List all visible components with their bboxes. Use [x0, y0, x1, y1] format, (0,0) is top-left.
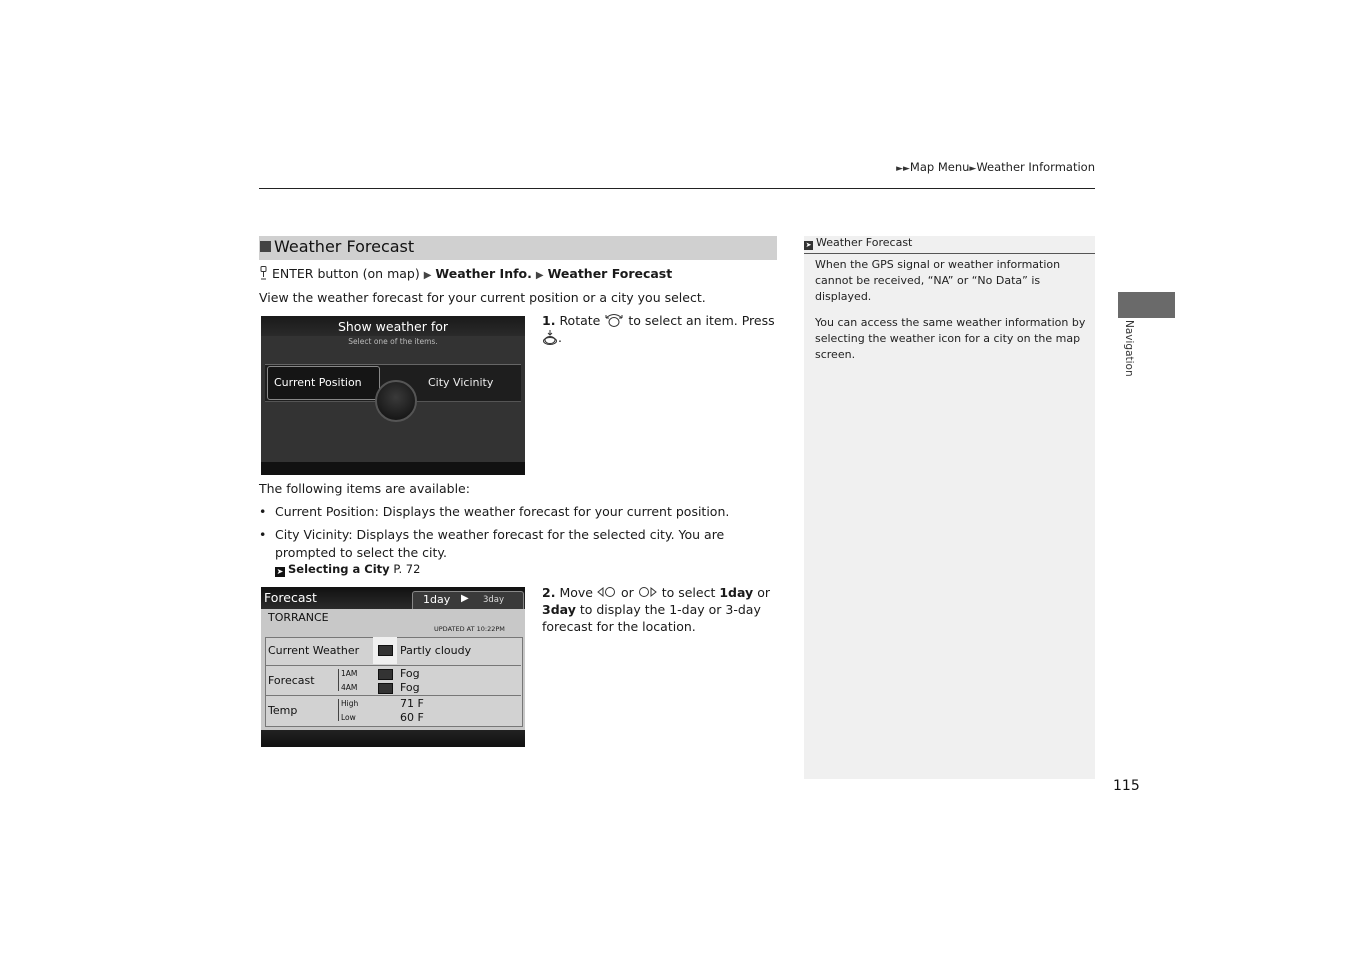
high-label: High — [341, 699, 359, 708]
chapter-tab-label: Navigation — [1123, 320, 1135, 377]
sidebar-paragraph-1: When the GPS signal or weather information cannot be received, “NA” or “No Data” is displayed. — [815, 258, 1061, 303]
list-term: Current Position — [275, 504, 375, 519]
step-text: or — [620, 585, 634, 600]
current-weather-value: Partly cloudy — [400, 644, 472, 657]
forecast-time-2: 4AM — [341, 683, 358, 692]
screen-subtitle: Select one of the items. — [348, 337, 438, 346]
screen-title: Forecast — [264, 590, 317, 605]
screenshot-show-weather-for — [261, 316, 525, 475]
reference-label[interactable]: Selecting a City — [288, 562, 390, 576]
step-text: to select an item. Press — [628, 313, 775, 328]
step-1 — [542, 312, 777, 346]
step-text: . — [558, 330, 562, 345]
forecast-value-2: Fog — [400, 681, 420, 694]
move-left-icon — [597, 586, 617, 598]
table-divider — [338, 669, 339, 691]
section-title — [260, 237, 414, 256]
available-intro: The following items are available: — [259, 481, 470, 496]
path-arrow-icon: ▶ — [535, 270, 544, 281]
menu-path — [259, 266, 672, 281]
partly-cloudy-icon — [378, 645, 393, 656]
step-term-1day: 1day — [719, 585, 754, 600]
updated-time: UPDATED AT 10:22PM — [434, 625, 505, 633]
breadcrumb-separator: ► — [969, 164, 977, 174]
interface-dial-icon — [375, 380, 417, 422]
screen-bottom-bar — [261, 730, 525, 747]
cross-reference-link[interactable] — [275, 562, 420, 577]
list-term: City Vicinity — [275, 527, 349, 542]
step-number: 2. — [542, 585, 556, 600]
tab-arrow-icon: ▶ — [461, 593, 469, 604]
step-text: or — [757, 585, 770, 600]
sidebar-heading — [804, 236, 1095, 254]
high-value: 71 F — [400, 697, 424, 710]
forecast-value-1: Fog — [400, 667, 420, 680]
header-rule — [259, 188, 1095, 189]
breadcrumb-item-map-menu[interactable]: Map Menu — [909, 160, 970, 174]
current-weather-label: Current Weather — [268, 644, 360, 657]
reference-page[interactable]: P. 72 — [393, 562, 421, 576]
table-divider — [265, 665, 521, 666]
temp-label: Temp — [268, 704, 298, 717]
path-arrow-icon: ▶ — [423, 270, 432, 281]
screen-bottom-bar — [261, 462, 525, 475]
press-dial-icon — [542, 329, 558, 345]
breadcrumb — [896, 160, 1095, 174]
step-text: to display the 1-day or 3-day forecast for the location. — [542, 602, 761, 634]
sidebar-heading-text: Weather Forecast — [816, 236, 913, 249]
breadcrumb-arrows: ►► — [896, 164, 910, 174]
list-desc: : Displays the weather forecast for your current position. — [374, 504, 730, 519]
table-divider — [265, 695, 521, 696]
step-term-3day: 3day — [542, 602, 576, 617]
option-current-position[interactable]: Current Position — [274, 376, 362, 389]
option-city-vicinity[interactable]: City Vicinity — [428, 376, 494, 389]
reference-arrow-icon: ➤ — [276, 567, 284, 576]
page-number: 115 — [1113, 778, 1140, 794]
sidebar-paragraph-2: You can access the same weather information by selecting the weather icon for a city on the map screen. — [815, 316, 1086, 361]
low-value: 60 F — [400, 711, 424, 724]
bullet-icon: • — [259, 504, 267, 519]
tab-3day[interactable]: 3day — [483, 595, 505, 605]
screenshot-forecast — [261, 587, 525, 747]
path-item-weather-info: Weather Info. — [435, 266, 532, 281]
path-item-weather-forecast: Weather Forecast — [547, 266, 673, 281]
step-text: to select — [661, 585, 716, 600]
step-number: 1. — [542, 313, 556, 328]
step-2 — [542, 584, 777, 635]
square-bullet-icon — [260, 241, 271, 252]
enter-button-icon — [259, 266, 268, 280]
screen-title: Show weather for — [337, 319, 449, 334]
city-name: TORRANCE — [268, 611, 329, 624]
low-label: Low — [341, 713, 356, 722]
bullet-icon: • — [259, 527, 267, 542]
fog-icon — [378, 683, 393, 694]
fog-icon — [378, 669, 393, 680]
move-right-icon — [638, 586, 658, 598]
path-prefix: ENTER button (on map) — [272, 266, 420, 281]
breadcrumb-item-weather-information[interactable]: Weather Information — [976, 160, 1095, 174]
chapter-tab — [1118, 292, 1175, 318]
forecast-label: Forecast — [268, 674, 315, 687]
tab-1day[interactable]: 1day — [423, 593, 451, 606]
section-title-text: Weather Forecast — [274, 237, 415, 256]
list-desc: : Displays the weather forecast for the selected city. You are prompted to select the city. — [275, 527, 725, 560]
intro-text: View the weather forecast for your current position or a city you select. — [259, 290, 706, 305]
rotate-dial-icon — [604, 312, 624, 328]
step-text: Rotate — [559, 313, 601, 328]
table-divider — [338, 699, 339, 721]
note-marker-icon: ➤ — [805, 241, 812, 249]
step-text: Move — [559, 585, 593, 600]
forecast-time-1: 1AM — [341, 669, 358, 678]
